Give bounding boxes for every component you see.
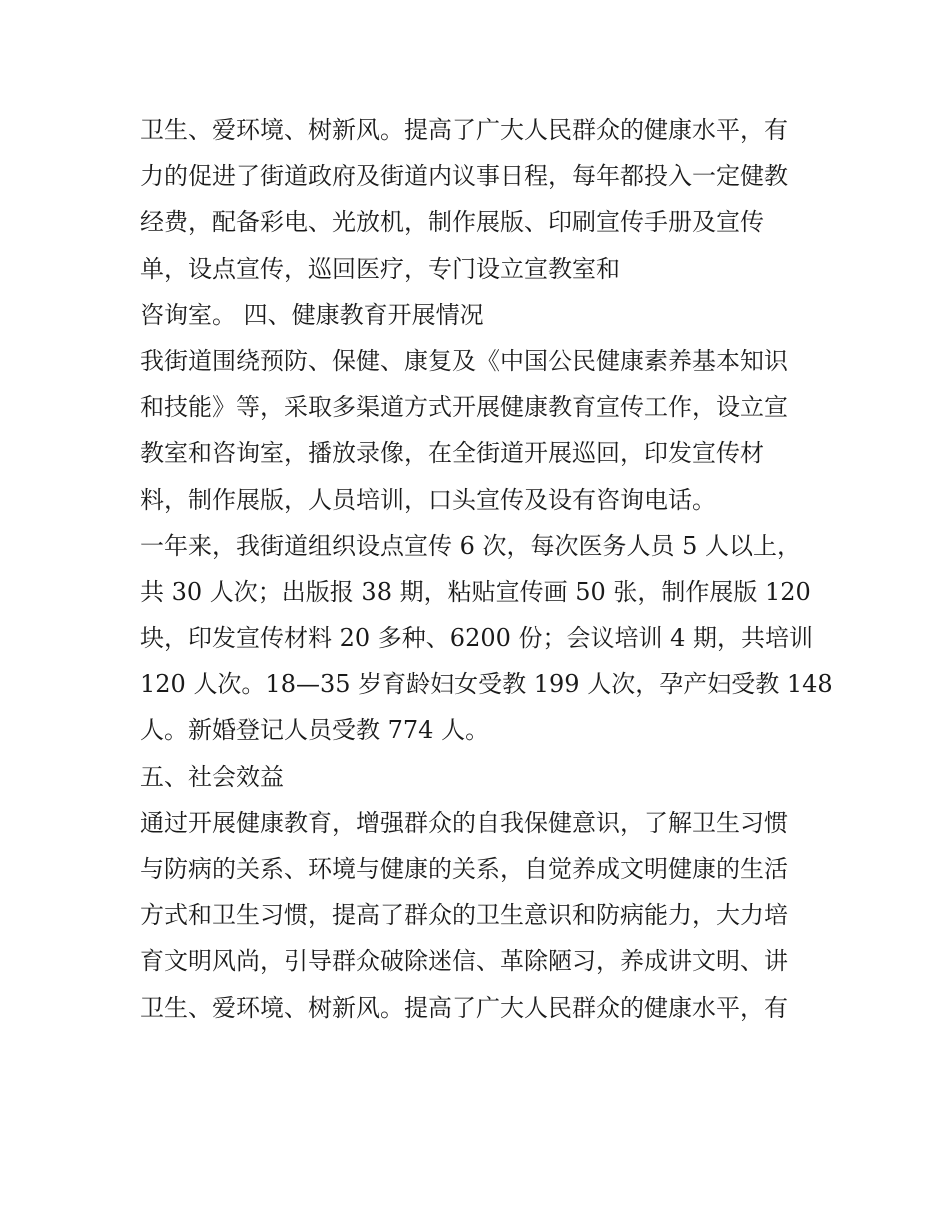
text-line: 一年来，我街道组织设点宣传 6 次，每次医务人员 5 人以上， xyxy=(140,531,802,560)
section-heading-5: 五、社会效益 xyxy=(140,762,284,791)
body-text xyxy=(140,107,833,1031)
text-line: 单，设点宣传，巡回医疗，专门设立宣教室和 xyxy=(140,254,620,283)
text-line: 通过开展健康教育，增强群众的自我保健意识，了解卫生习惯 xyxy=(140,808,788,837)
text-line: 块，印发宣传材料 20 多种、6200 份；会议培训 4 期，共培训 xyxy=(140,624,814,653)
text-line: 卫生、爱环境、树新风。提高了广大人民群众的健康水平，有 xyxy=(140,116,788,144)
text-line: 育文明风尚，引导群众破除迷信、革除陋习，养成讲文明、讲 xyxy=(140,947,788,976)
text-line: 方式和卫生习惯，提高了群众的卫生意识和防病能力，大力培 xyxy=(140,901,788,930)
text-line: 力的促进了街道政府及街道内议事日程，每年都投入一定健教 xyxy=(140,162,788,191)
text-line: 和技能》等，采取多渠道方式开展健康教育宣传工作，设立宣 xyxy=(140,393,788,422)
section-heading-4: 咨询室。 四、健康教育开展情况 xyxy=(140,300,484,329)
text-line: 人。新婚登记人员受教 774 人。 xyxy=(140,716,490,745)
text-line: 我街道围绕预防、保健、康复及《中国公民健康素养基本知识 xyxy=(140,346,788,375)
text-line: 共 30 人次；出版报 38 期，粘贴宣传画 50 张，制作展版 120 xyxy=(140,577,811,606)
text-line: 料，制作展版，人员培训，口头宣传及设有咨询电话。 xyxy=(140,485,716,514)
text-line: 经费，配备彩电、光放机，制作展版、印刷宣传手册及宣传 xyxy=(140,208,764,237)
text-line: 卫生、爱环境、树新风。提高了广大人民群众的健康水平，有 xyxy=(140,993,788,1022)
text-line: 与防病的关系、环境与健康的关系，自觉养成文明健康的生活 xyxy=(140,855,788,883)
text-line: 教室和咨询室，播放录像，在全街道开展巡回，印发宣传材 xyxy=(140,439,764,468)
text-line: 120 人次。18—35 岁育龄妇女受教 199 人次，孕产妇受教 148 xyxy=(140,670,833,699)
